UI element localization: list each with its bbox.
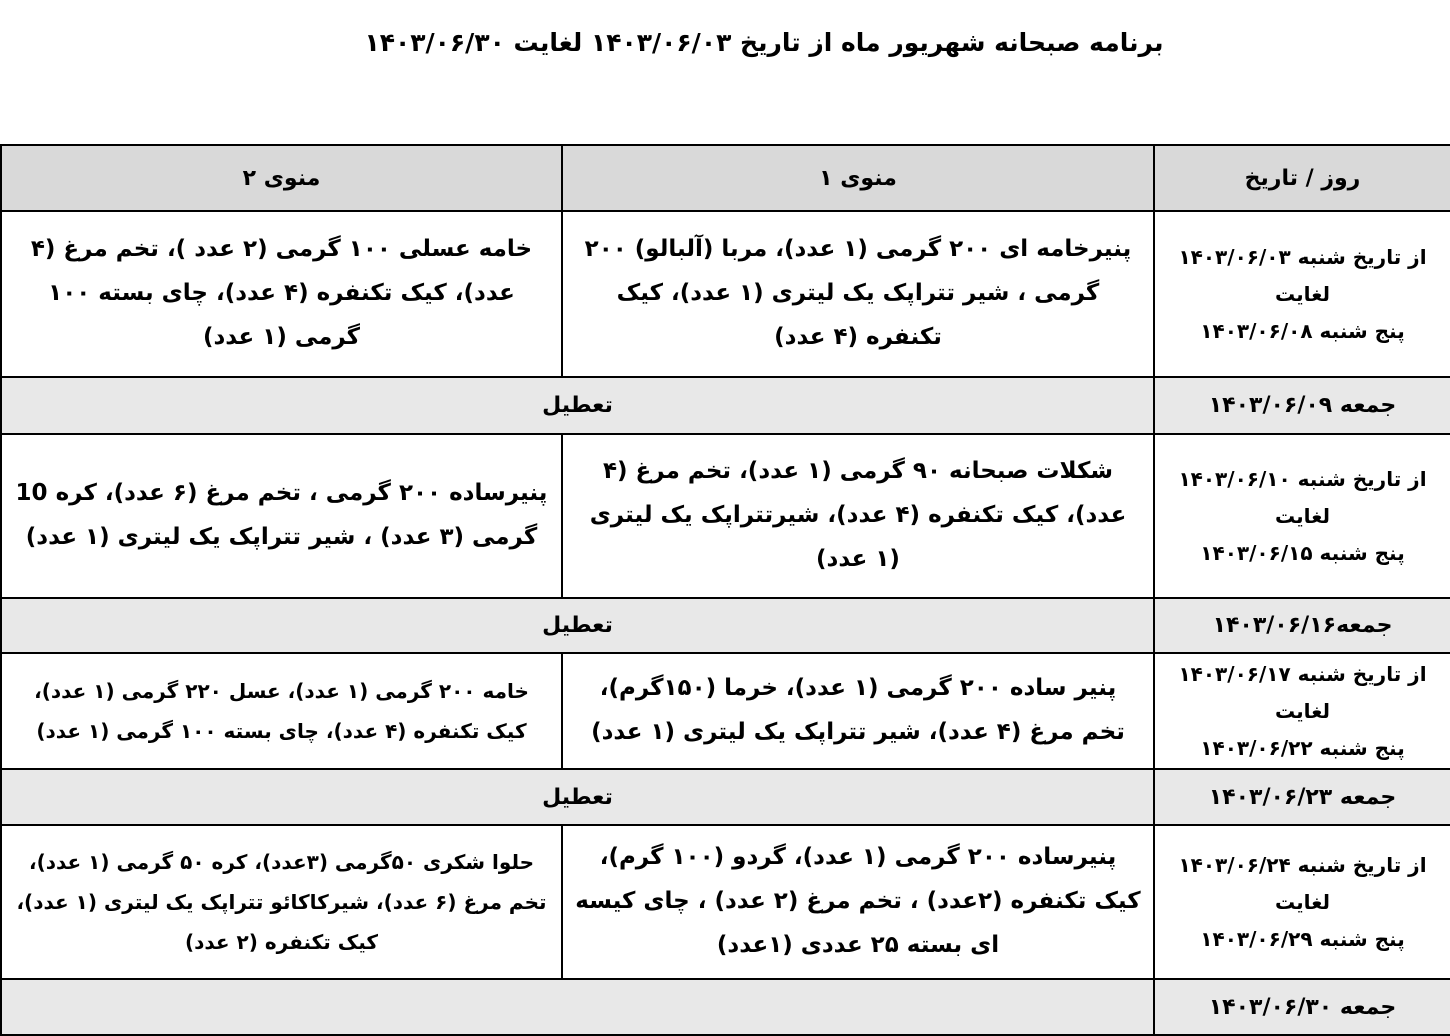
holiday-date: جمعه ۱۴۰۳/۰۶/۲۳ (1154, 769, 1450, 825)
table-row (1, 434, 1450, 598)
menu-1-cell: پنیر ساده ۲۰۰ گرمی (۱ عدد)، خرما (۱۵۰گرم)، تخم مرغ (۴ عدد)، شیر تتراپک یک لیتری (۱ عدد) (562, 653, 1154, 769)
menu-2-cell: حلوا شکری ۵۰گرمی (۳عدد)، کره ۵۰ گرمی (۱ عدد)، تخم مرغ (۶ عدد)، شیرکاکائو تتراپک یک لیتری (۱ عدد)، کیک تکنفره (۲ عدد) (1, 825, 562, 979)
header-date: روز / تاریخ (1154, 145, 1450, 211)
table-row (1, 211, 1450, 377)
date-to: پنج شنبه ۱۴۰۳/۰۶/۰۸ (1200, 318, 1405, 343)
menu-2-cell: پنیرساده ۲۰۰ گرمی ، تخم مرغ (۶ عدد)، کره 10 گرمی (۳ عدد) ، شیر تتراپک یک لیتری (۱ عدد) (1, 434, 562, 598)
date-until: لغایت (1275, 889, 1330, 914)
date-until: لغایت (1275, 698, 1330, 723)
holiday-label: تعطیل (1, 377, 1154, 434)
date-range-cell (1154, 211, 1450, 377)
date-from: از تاریخ شنبه ۱۴۰۳/۰۶/۰۳ (1178, 244, 1427, 269)
holiday-row (1, 598, 1450, 653)
date-from: از تاریخ شنبه ۱۴۰۳/۰۶/۲۴ (1178, 852, 1427, 877)
date-to: پنج شنبه ۱۴۰۳/۰۶/۲۹ (1200, 926, 1405, 951)
date-range-cell (1154, 653, 1450, 769)
holiday-date: جمعه ۱۴۰۳/۰۶/۳۰ (1154, 979, 1450, 1035)
page-title: برنامه صبحانه شهریور ماه از تاریخ ۱۴۰۳/۰۶/۰۳ لغایت ۱۴۰۳/۰۶/۳۰ (364, 28, 1164, 57)
holiday-label (1, 979, 1154, 1035)
holiday-label: تعطیل (1, 769, 1154, 825)
date-until: لغایت (1275, 503, 1330, 528)
holiday-date: جمعه۱۴۰۳/۰۶/۱۶ (1154, 598, 1450, 653)
holiday-date: جمعه ۱۴۰۳/۰۶/۰۹ (1154, 377, 1450, 434)
table-header-row (1, 145, 1450, 211)
table-row (1, 653, 1450, 769)
date-to: پنج شنبه ۱۴۰۳/۰۶/۲۲ (1200, 735, 1405, 760)
menu-1-cell: شکلات صبحانه ۹۰ گرمی (۱ عدد)، تخم مرغ (۴ عدد)، کیک تکنفره (۴ عدد)، شیرتتراپک یک لیتری (۱ عدد) (562, 434, 1154, 598)
menu-1-cell: پنیرخامه ای ۲۰۰ گرمی (۱ عدد)، مربا (آلبالو) ۲۰۰ گرمی ، شیر تتراپک یک لیتری (۱ عدد)، کیک تکنفره (۴ عدد) (562, 211, 1154, 377)
holiday-row (1, 769, 1450, 825)
breakfast-schedule-table (0, 144, 1450, 1036)
menu-2-cell: خامه ۲۰۰ گرمی (۱ عدد)، عسل ۲۲۰ گرمی (۱ عدد)، کیک تکنفره (۴ عدد)، چای بسته ۱۰۰ گرمی (۱ عدد) (1, 653, 562, 769)
date-from: از تاریخ شنبه ۱۴۰۳/۰۶/۱۰ (1178, 466, 1427, 491)
header-menu-2: منوی ۲ (1, 145, 562, 211)
date-from: از تاریخ شنبه ۱۴۰۳/۰۶/۱۷ (1178, 661, 1427, 686)
date-until: لغایت (1275, 281, 1330, 306)
menu-1-cell: پنیرساده ۲۰۰ گرمی (۱ عدد)، گردو (۱۰۰ گرم)، کیک تکنفره (۲عدد) ، تخم مرغ (۲ عدد) ، چای کیسه ای بسته ۲۵ عددی (۱عدد) (562, 825, 1154, 979)
holiday-label: تعطیل (1, 598, 1154, 653)
table-row (1, 825, 1450, 979)
date-range-cell (1154, 434, 1450, 598)
holiday-row (1, 377, 1450, 434)
holiday-row (1, 979, 1450, 1035)
date-range-cell (1154, 825, 1450, 979)
menu-2-cell: خامه عسلی ۱۰۰ گرمی (۲ عدد )، تخم مرغ (۴ عدد)، کیک تکنفره (۴ عدد)، چای بسته ۱۰۰ گرمی (۱ عدد) (1, 211, 562, 377)
header-menu-1: منوی ۱ (562, 145, 1154, 211)
date-to: پنج شنبه ۱۴۰۳/۰۶/۱۵ (1200, 540, 1405, 565)
